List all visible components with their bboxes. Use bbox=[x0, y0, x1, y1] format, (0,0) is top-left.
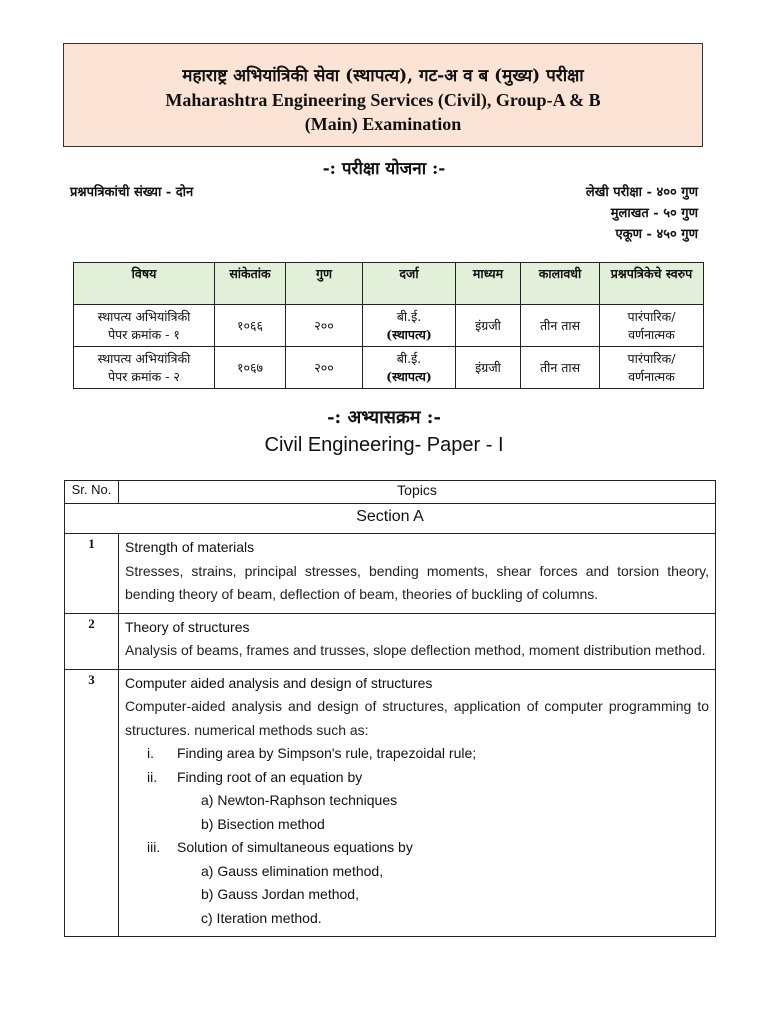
sub-item-text: Finding root of an equation by bbox=[177, 768, 363, 785]
exam-title-box bbox=[63, 43, 703, 147]
cell-medium: इंग्रजी bbox=[456, 347, 521, 389]
nature-line1: पारंपारिक/ bbox=[627, 350, 676, 366]
topic-number: 3 bbox=[65, 669, 119, 937]
sub-item-iii-c: c) Iteration method. bbox=[201, 909, 322, 926]
header-subject: विषय bbox=[74, 263, 215, 305]
topic-heading: Computer aided analysis and design of structures bbox=[125, 674, 433, 691]
marks-total: एकूण - ४५० गुण bbox=[615, 227, 698, 242]
topic-heading: Strength of materials bbox=[125, 539, 255, 555]
topic-row bbox=[65, 613, 716, 669]
topics-header-row bbox=[65, 481, 716, 504]
nature-line2: वर्णनात्मक bbox=[628, 326, 675, 342]
header-code: सांकेतांक bbox=[215, 263, 286, 305]
scheme-header-row bbox=[74, 263, 704, 305]
cell-level bbox=[363, 305, 456, 347]
sub-item-number: i. bbox=[147, 745, 154, 761]
level-line2: (स्थापत्य) bbox=[386, 326, 432, 342]
nature-line1: पारंपारिक/ bbox=[627, 308, 676, 324]
syllabus-heading: -: अभ्यासक्रम :- bbox=[327, 407, 441, 428]
cell-duration: तीन तास bbox=[521, 347, 600, 389]
cell-code: १०६६ bbox=[215, 305, 286, 347]
cell-duration: तीन तास bbox=[521, 305, 600, 347]
title-english-line2: (Main) Examination bbox=[304, 114, 462, 134]
exam-scheme-table bbox=[73, 262, 704, 389]
sub-item-ii-b: b) Bisection method bbox=[201, 815, 325, 832]
scheme-row bbox=[74, 347, 704, 389]
cell-medium: इंग्रजी bbox=[456, 305, 521, 347]
cell-nature bbox=[600, 305, 704, 347]
cell-marks: २०० bbox=[286, 305, 363, 347]
sub-item-text: Solution of simultaneous equations by bbox=[177, 839, 413, 855]
sub-item-iii-a: a) Gauss elimination method, bbox=[201, 862, 384, 879]
topic-row bbox=[65, 534, 716, 614]
header-marks: गुण bbox=[286, 263, 363, 305]
marks-summary bbox=[586, 182, 698, 245]
cell-subject bbox=[74, 305, 215, 347]
scheme-row bbox=[74, 305, 704, 347]
subject-line1: स्थापत्य अभियांत्रिकी bbox=[97, 308, 191, 324]
level-line1: बी.ई. bbox=[396, 350, 422, 366]
sub-item-iii-b: b) Gauss Jordan method, bbox=[201, 886, 359, 902]
topic-number: 1 bbox=[65, 534, 119, 614]
title-english-line1: Maharashtra Engineering Services (Civil), Group-A & B bbox=[165, 90, 601, 110]
title-marathi: महाराष्ट्र अभियांत्रिकी सेवा (स्थापत्य), गट-अ व ब (मुख्य) परीक्षा bbox=[182, 66, 584, 86]
header-srno: Sr. No. bbox=[65, 481, 119, 504]
sub-item-number: ii. bbox=[147, 768, 158, 785]
topic-description: Stresses, strains, principal stresses, bending moments, shear forces and torsion theory, bending theory of beam, deflection of beam, theories of buckling of columns. bbox=[125, 562, 709, 602]
topic-number: 2 bbox=[65, 613, 119, 669]
header-medium: माध्यम bbox=[456, 263, 521, 305]
header-nature: प्रश्नपत्रिकेचे स्वरुप bbox=[600, 263, 704, 305]
marks-interview: मुलाखत - ५० गुण bbox=[610, 206, 698, 221]
topic-row bbox=[65, 669, 716, 937]
level-line2: (स्थापत्य) bbox=[386, 368, 432, 384]
section-row bbox=[65, 504, 716, 534]
subject-line2: पेपर क्रमांक - २ bbox=[108, 368, 180, 384]
cell-subject bbox=[74, 347, 215, 389]
cell-code: १०६७ bbox=[215, 347, 286, 389]
cell-level bbox=[363, 347, 456, 389]
header-topics: Topics bbox=[119, 481, 716, 504]
subject-line2: पेपर क्रमांक - १ bbox=[108, 326, 180, 342]
topics-table bbox=[64, 480, 716, 937]
exam-plan-heading: -: परीक्षा योजना :- bbox=[322, 159, 446, 179]
papers-count: प्रश्नपत्रिकांची संख्या - दोन bbox=[70, 185, 194, 200]
cell-nature bbox=[600, 347, 704, 389]
topic-cell bbox=[119, 613, 716, 669]
topic-description: Computer-aided analysis and design of structures, application of computer programming to structures. numerical methods such as: bbox=[125, 698, 709, 738]
header-duration: कालावधी bbox=[521, 263, 600, 305]
nature-line2: वर्णनात्मक bbox=[628, 368, 675, 384]
sub-item-ii-a: a) Newton-Raphson techniques bbox=[201, 792, 398, 808]
marks-written: लेखी परीक्षा - ४०० गुण bbox=[585, 185, 698, 200]
sub-item-i bbox=[125, 742, 709, 766]
header-level: दर्जा bbox=[363, 263, 456, 305]
sub-item-ii bbox=[125, 766, 709, 790]
sub-item-iii bbox=[125, 836, 709, 860]
sub-item-number: iii. bbox=[147, 839, 161, 855]
topic-heading: Theory of structures bbox=[125, 618, 250, 635]
topic-cell bbox=[119, 534, 716, 614]
topic-cell bbox=[119, 669, 716, 937]
topic-description: Analysis of beams, frames and trusses, slope deflection method, moment distribution method. bbox=[125, 642, 706, 658]
cell-marks: २०० bbox=[286, 347, 363, 389]
paper-heading: Civil Engineering- Paper - I bbox=[264, 434, 504, 456]
subject-line1: स्थापत्य अभियांत्रिकी bbox=[97, 350, 191, 366]
sub-item-text: Finding area by Simpson's rule, trapezoidal rule; bbox=[177, 745, 477, 761]
level-line1: बी.ई. bbox=[396, 308, 422, 324]
section-title: Section A bbox=[65, 504, 716, 534]
